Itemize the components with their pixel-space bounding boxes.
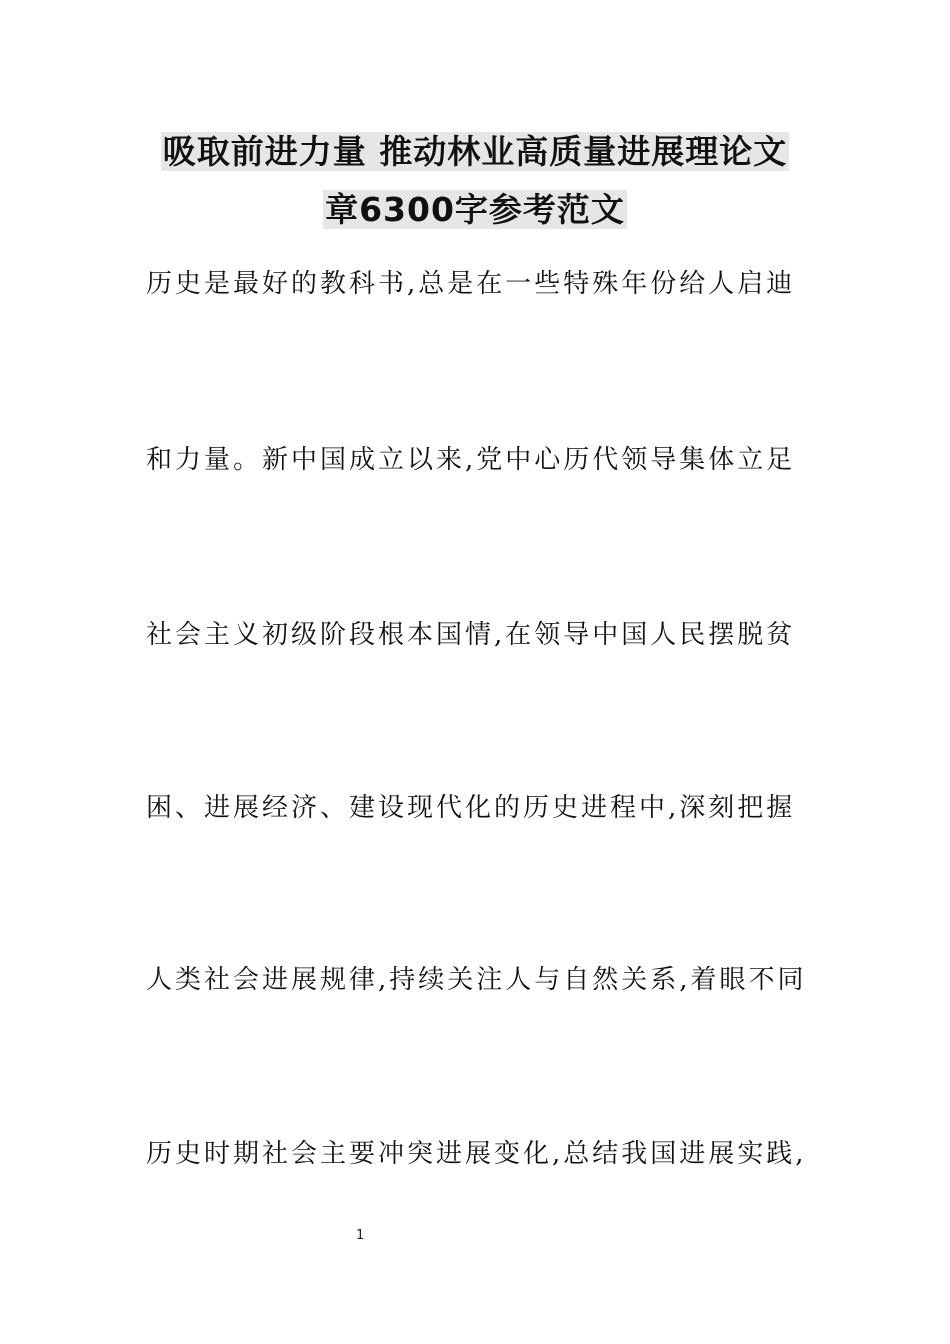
body-text-line: 人类社会进展规律,持续关注人与自然关系,着眼不同 — [146, 965, 807, 995]
title-text-1: 吸取前进力量 推动林业高质量进展理论文 — [162, 132, 788, 171]
document-title-line-2 — [0, 188, 950, 232]
body-text-line: 困、进展经济、建设现代化的历史进程中,深刻把握 — [146, 793, 796, 823]
body-text-line: 历史是最好的教科书,总是在一些特殊年份给人启迪 — [146, 269, 796, 299]
document-title-line-1 — [0, 130, 950, 174]
title-text-2: 章6300字参考范文 — [325, 190, 625, 229]
body-text-line: 和力量。新中国成立以来,党中心历代领导集体立足 — [146, 445, 796, 475]
body-text-line: 社会主义初级阶段根本国情,在领导中国人民摆脱贫 — [146, 620, 796, 650]
body-text-line: 历史时期社会主要冲突进展变化,总结我国进展实践, — [146, 1139, 807, 1169]
page-number: 1 — [356, 1228, 365, 1243]
